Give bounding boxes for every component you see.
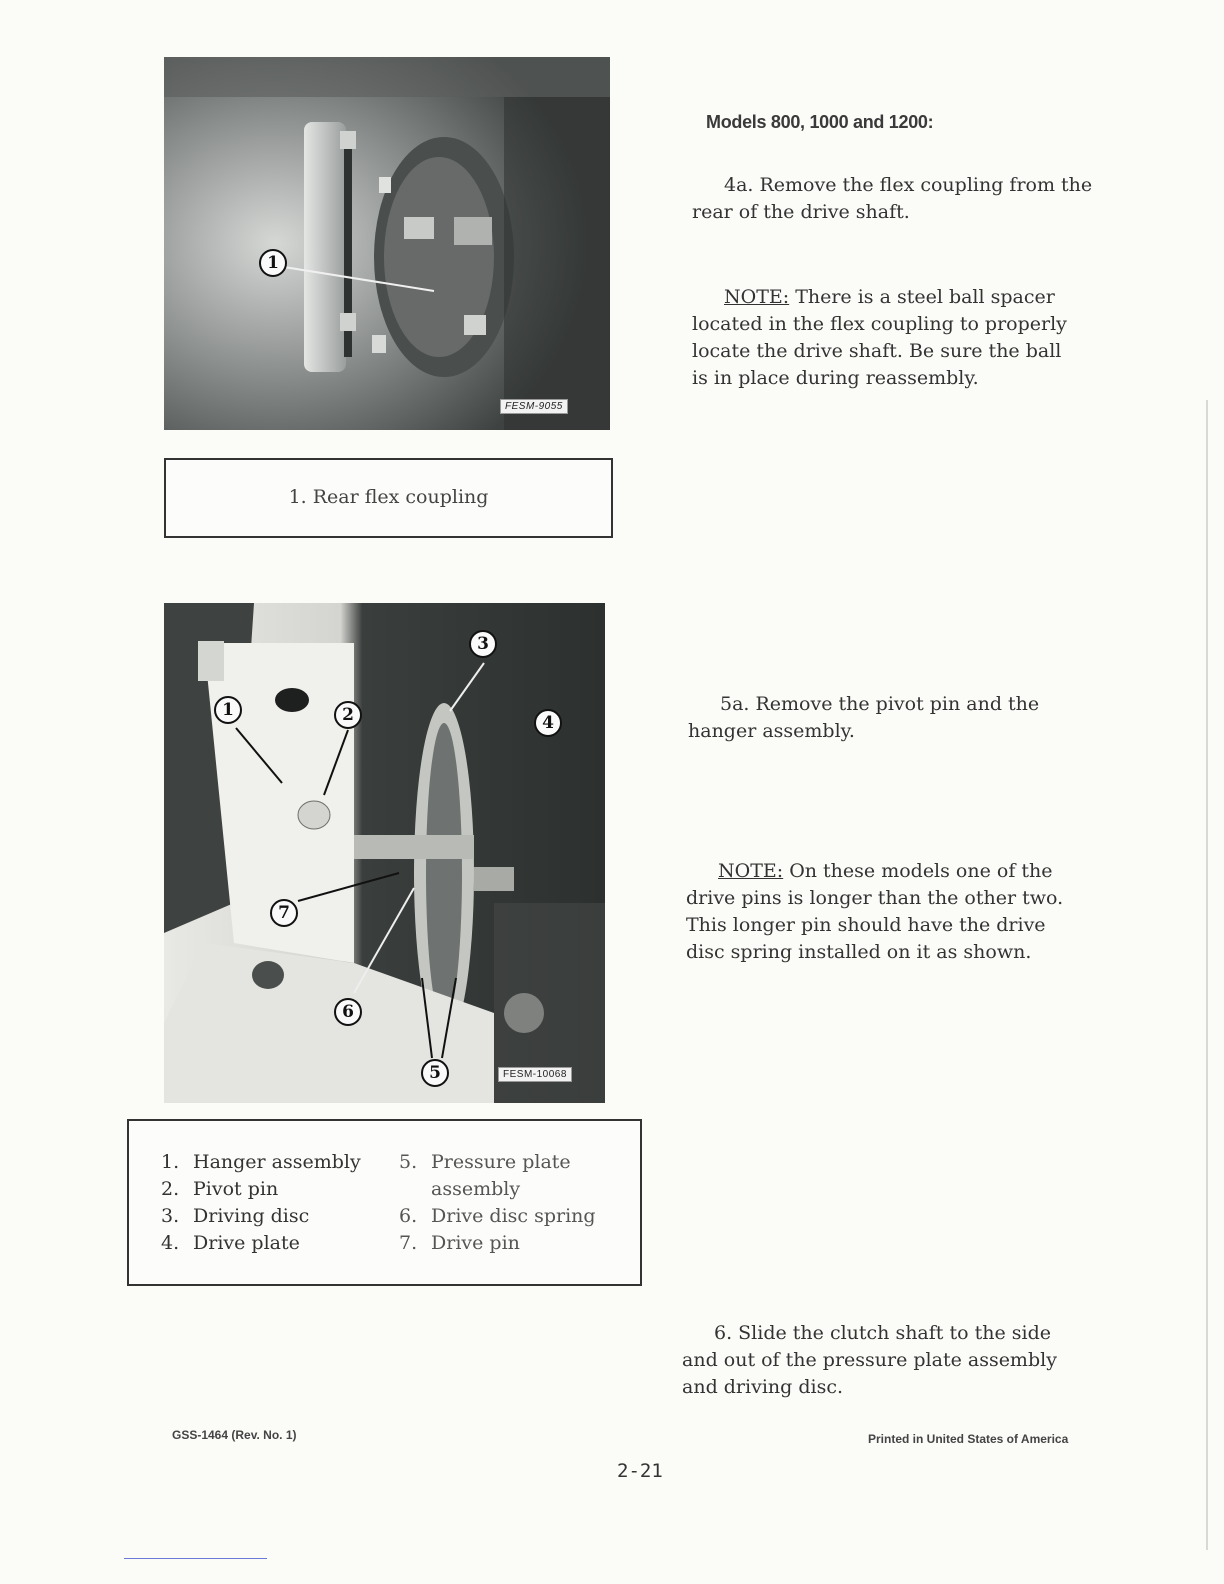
figure-tag: FESM-9055 — [500, 399, 568, 414]
figure-tag: FESM-10068 — [498, 1067, 572, 1082]
blue-rule — [124, 1558, 267, 1559]
note-label: NOTE: — [724, 286, 790, 308]
callout-6: 6 — [334, 998, 362, 1026]
callout-2: 2 — [334, 701, 362, 729]
legend-item: 3. Driving disc — [161, 1205, 310, 1227]
note-label: NOTE: — [718, 860, 784, 882]
caption-rear-flex-coupling: 1. Rear flex coupling — [288, 486, 489, 508]
photo-rear-flex-coupling — [164, 57, 610, 430]
callout-1: 1 — [259, 249, 287, 277]
legend-left-column — [161, 1149, 361, 1257]
legend-item: 6. Drive disc spring — [399, 1205, 596, 1227]
page-number: 2-21 — [617, 1460, 663, 1482]
note-steel-ball-spacer: NOTE: There is a steel ball spacer located in the flex coupling to properly locate the drive shaft. Be sure the ball is in place during reassembly. — [692, 286, 1067, 389]
callout-4: 4 — [534, 709, 562, 737]
legend-item: 1. Hanger assembly — [161, 1151, 361, 1173]
legend-item: 4. Drive plate — [161, 1232, 300, 1254]
legend-item: 7. Drive pin — [399, 1232, 520, 1254]
legend-item: 2. Pivot pin — [161, 1178, 279, 1200]
callout-7: 7 — [270, 899, 298, 927]
photo-clutch-assembly — [164, 603, 605, 1103]
note-drive-pins: NOTE: On these models one of the drive pins is longer than the other two. This longer pin should have the drive disc spring installed on it as shown. — [686, 860, 1064, 963]
step-6: 6. Slide the clutch shaft to the side and out of the pressure plate assembly and driving disc. — [682, 1322, 1057, 1398]
step-5a: 5a. Remove the pivot pin and the hanger assembly. — [688, 693, 1040, 742]
callout-5: 5 — [421, 1059, 449, 1087]
callout-1: 1 — [214, 696, 242, 724]
legend-right-column — [399, 1149, 596, 1257]
callout-3: 3 — [469, 630, 497, 658]
scan-edge-line — [1206, 400, 1208, 1550]
document-number: GSS-1464 (Rev. No. 1) — [172, 1428, 297, 1442]
legend-item: assembly — [431, 1178, 521, 1200]
legend-item: 5. Pressure plate — [399, 1151, 571, 1173]
step-4a: 4a. Remove the flex coupling from the rear of the drive shaft. — [692, 174, 1093, 223]
caption-box-figure-1 — [164, 458, 613, 538]
legend-box-figure-2 — [127, 1119, 642, 1286]
printed-in: Printed in United States of America — [868, 1432, 1069, 1446]
section-heading: Models 800, 1000 and 1200: — [706, 112, 934, 132]
